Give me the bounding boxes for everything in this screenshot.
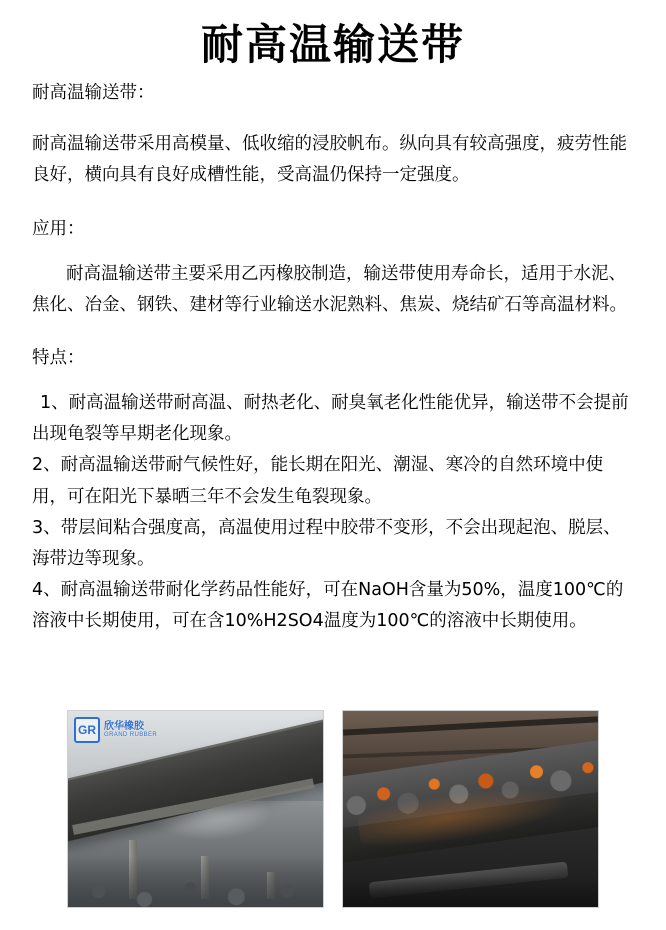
photo-shadow xyxy=(343,876,598,907)
logo-english-name: GRAND RUBBER xyxy=(104,732,158,739)
spacer xyxy=(32,192,632,214)
section-paragraph-application: 耐高温输送带主要采用乙丙橡胶制造，输送带使用寿命长，适用于水泥、焦化、冶金、钢铁、建材等行业输送水泥熟料、焦炭、烧结矿石等高温材料。 xyxy=(32,263,627,315)
watermark-logo xyxy=(74,717,157,743)
logo-text xyxy=(104,722,157,739)
section-heading-intro: 耐高温输送带： xyxy=(32,83,155,104)
page-title: 耐高温输送带 xyxy=(200,20,465,69)
photo-rubble xyxy=(68,856,323,907)
image-gallery xyxy=(0,710,666,908)
feature-item-3: 3、带层间粘合强度高，高温使用过程中胶带不变形，不会出现起泡、脱层、海带边等现象。 xyxy=(32,517,621,569)
logo-mark-icon: GR xyxy=(74,717,100,743)
section-heading-features: 特点： xyxy=(32,348,85,369)
spacer xyxy=(32,374,632,388)
feature-item-2: 2、耐高温输送带耐气候性好，能长期在阳光、潮湿、寒冷的自然环境中使用，可在阳光下暴晒三年不会发生龟裂现象。 xyxy=(32,455,604,507)
spacer xyxy=(32,109,632,129)
document-body xyxy=(0,78,666,637)
hot-sinter-ore-photo xyxy=(342,710,599,908)
feature-item-1: 1、耐高温输送带耐高温、耐热老化、耐臭氧老化性能优异，输送带不会提前出现龟裂等早期老化现象。 xyxy=(32,393,629,445)
section-heading-application: 应用： xyxy=(32,218,85,239)
conveyor-quarry-photo xyxy=(67,710,324,908)
spacer xyxy=(32,321,632,343)
logo-chinese-name: 欣华橡胶 xyxy=(104,720,144,732)
section-paragraph-intro: 耐高温输送带采用高模量、低收缩的浸胶帆布。纵向具有较高强度，疲劳性能良好，横向具有良好成槽性能，受高温仍保持一定强度。 xyxy=(32,134,627,186)
feature-item-4: 4、耐高温输送带耐化学药品性能好，可在NaOH含量为50%，温度100℃的溶液中长期使用，可在含10%H2SO4温度为100℃的溶液中长期使用。 xyxy=(32,580,624,632)
spacer xyxy=(32,245,632,259)
